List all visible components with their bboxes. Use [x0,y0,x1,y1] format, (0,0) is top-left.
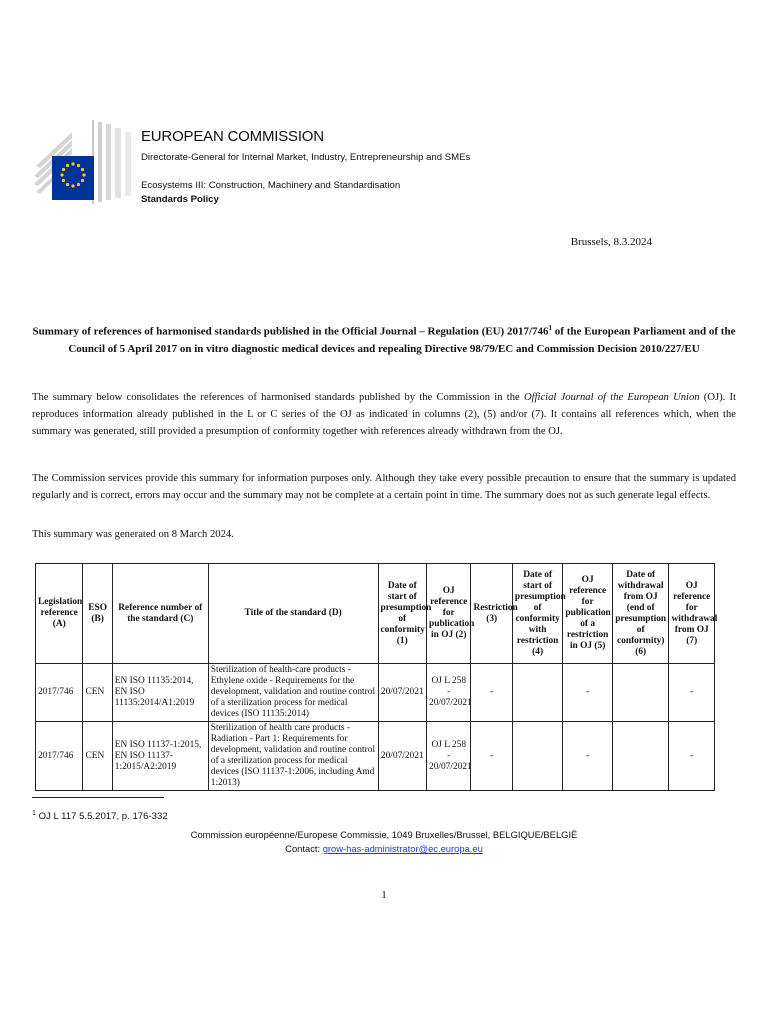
footnote-text: OJ L 117 5.5.2017, p. 176-332 [35,811,168,823]
org-name: EUROPEAN COMMISSION [141,128,324,145]
cell-restriction-start [512,664,563,722]
cell-reference: EN ISO 11135:2014, EN ISO 11135:2014/A1:2019 [112,664,208,722]
generated-date-paragraph: This summary was generated on 8 March 2024. [32,529,234,540]
table-row [36,722,715,791]
table-row [36,664,715,722]
footer-address: Commission européenne/Europese Commissie, 1049 Bruxelles/Brussel, BELGIQUE/BELGIË [190,829,578,840]
unit-name: Ecosystems III: Construction, Machinery and Standardisation [141,180,401,191]
intro-text-post: (OJ). It reproduces information already published in the L or C series of the OJ as indicated in columns (2), (5) and/or (7). It contains all references which, when the summary was generated, still provided a presumption of conformity together with references already withdrawn from the OJ. [32,392,736,437]
col-header-oj-withdrawal: OJ reference for withdrawal from OJ (7) [669,564,715,664]
page-number: 1 [381,889,387,901]
footnote [32,810,168,822]
cell-title: Sterilization of health care products - Radiation - Part 1: Requirements for development, validation and routine control of a sterilization process for medical devices (ISO 11137-1:2006, including Amd 1:2013) [208,722,378,791]
intro-paragraph [32,389,736,440]
cell-oj-restriction: - [563,722,613,791]
cell-start-date: 20/07/2021 [378,664,427,722]
contact-email-link[interactable]: grow-has-administrator@ec.europa.eu [322,843,483,854]
footer-contact [0,843,768,854]
directorate-general: Directorate-General for Internal Market, Industry, Entrepreneurship and SMEs [141,152,471,163]
intro-text-pre: The summary below consolidates the references of harmonised standards published by the Commission in the [32,392,524,403]
section-name: Standards Policy [141,194,219,205]
cell-legislation: 2017/746 [36,722,83,791]
cell-eso: CEN [83,664,112,722]
col-header-eso: ESO (B) [83,564,112,664]
cell-restriction: - [471,722,512,791]
col-header-start-date: Date of start of presumption of conformity (1) [378,564,427,664]
contact-label: Contact: [285,843,323,854]
cell-oj-publication: OJ L 258 - 20/07/2021 [427,722,471,791]
cell-start-date: 20/07/2021 [378,722,427,791]
date-line: Brussels, 8.3.2024 [570,236,652,248]
disclaimer-paragraph: The Commission services provide this summary for information purposes only. Although they take every possible precaution to ensure that the summary is updated regularly and is correct, errors may occur and the summary may not be complete at a certain point in time. The summary does not as such generate legal effects. [32,473,736,501]
table-header-row [36,564,715,664]
col-header-title: Title of the standard (D) [208,564,378,664]
col-header-restriction-start: Date of start of presumption of conformity with restriction (4) [512,564,563,664]
cell-oj-publication: OJ L 258 - 20/07/2021 [427,664,471,722]
heading-footnote-mark: 1 [548,324,553,332]
intro-text-italic: Official Journal of the European Union [523,392,700,403]
cell-restriction-start [512,722,563,791]
col-header-restriction: Restriction (3) [471,564,512,664]
heading-post: of the European Parliament and of the Council of 5 April 2017 on in vitro diagnostic medical devices and repealing Directive 98/79/EC and Commission Decision 2010/227/EU [68,325,736,355]
col-header-oj-restriction: OJ reference for publication of a restriction in OJ (5) [563,564,613,664]
cell-oj-restriction: - [563,664,613,722]
cell-title: Sterilization of health-care products - Ethylene oxide - Requirements for the development, validation and routine control of a sterilization process for medical devices (ISO 11135:2014) [208,664,378,722]
col-header-legislation: Legislation reference (A) [36,564,83,664]
cell-legislation: 2017/746 [36,664,83,722]
footnote-mark: 1 [32,810,36,817]
cell-oj-withdrawal: - [669,722,715,791]
col-header-reference: Reference number of the standard (C) [112,564,208,664]
standards-table [35,563,718,791]
col-header-withdrawal-date: Date of withdrawal from OJ (end of presumption of conformity) (6) [612,564,669,664]
heading-pre: Summary of references of harmonised standards published in the Official Journal – Regulation (EU) 2017/746 [32,325,549,338]
european-commission-logo [32,118,132,206]
cell-oj-withdrawal: - [669,664,715,722]
cell-withdrawal-date [612,722,669,791]
footnote-divider [32,797,164,798]
cell-withdrawal-date [612,664,669,722]
cell-eso: CEN [83,722,112,791]
cell-reference: EN ISO 11137-1:2015, EN ISO 11137-1:2015/A2:2019 [112,722,208,791]
cell-restriction: - [471,664,512,722]
col-header-oj-publication: OJ reference for publication in OJ (2) [427,564,471,664]
document-heading [32,320,736,358]
